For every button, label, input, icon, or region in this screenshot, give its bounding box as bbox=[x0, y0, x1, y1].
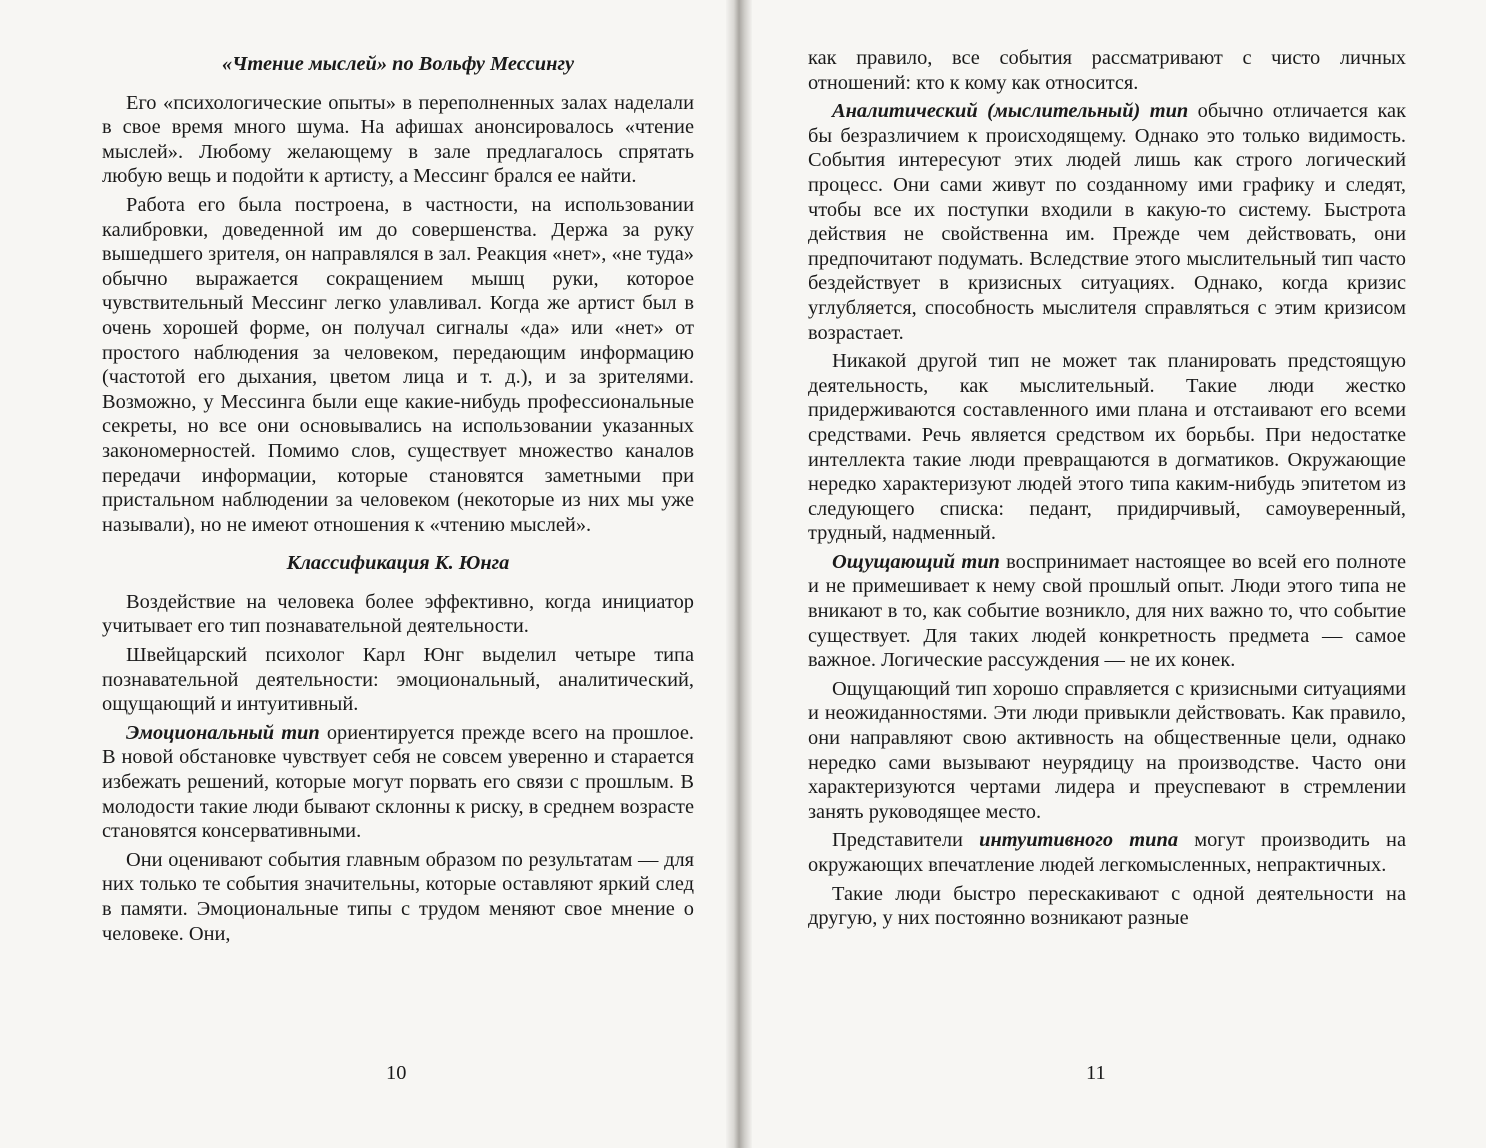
term-sensing-type: Ощущающий тип bbox=[832, 550, 1000, 573]
paragraph-text: ориентируется прежде всего на прошлое. В новой обстановке чувствует себя не совсем уверенно и старается избежать решений, которые могут порвать его связи с прошлым. В молодости такие люди бывают склонны к риску, в среднем возрасте становятся консервативными. bbox=[102, 721, 694, 843]
paragraph: Ощущающий тип хорошо справляется с кризисными ситуациями и неожиданностями. Эти люди привыкли действовать. Как правило, они направляют свою активность на общественные цели, однако нередко сами вызывают неурядицу на производстве. Часто они характеризуются чертами лидера и преуспевают в стремлении занять руководящее место. bbox=[808, 677, 1406, 823]
paragraph bbox=[808, 550, 1406, 673]
paragraph-continuation: как правило, все события рассматривают с чисто личных отношений: кто к кому как относится. bbox=[808, 47, 1406, 94]
page-number: 11 bbox=[1086, 1062, 1106, 1084]
paragraph: Работа его была построена, в частности, на использовании калибровки, доведенной им до совершенства. Держа за руку вышедшего зрителя, он направлялся в зал. Реакция «нет», «не туда» обычно выражается сокращением мышц руки, которое чувствительный Мессинг легко улавливал. Когда же артист был в очень хорошей форме, он получал сигналы «да» или «нет» от простого наблюдения за человеком, передающим информацию (частотой его дыхания, цветом лица и т. д.), и за зрителями. Возможно, у Мессинга были еще какие-нибудь профессиональные секреты, но все они основывались на использовании указанных закономерностей. Помимо слов, существует множество каналов передачи информации, которые становятся заметными при пристальном наблюдении за человеком (некоторые из них мы уже называли), но не имеют отношения к «чтению мыслей». bbox=[102, 193, 694, 536]
left-page bbox=[0, 0, 736, 1148]
book-gutter bbox=[726, 0, 752, 1148]
paragraph-text: могут производить на окружающих впечатление людей легкомысленных, непрактичных. bbox=[808, 829, 1406, 876]
paragraph-text: Представители bbox=[832, 829, 980, 852]
paragraph-text: воспринимает настоящее во всей его полноте и не примешивает к нему свой прошлый опыт. Люди этого типа не вникают в то, как событие возникло, для них важно то, что событие существует. Для таких людей конкретность предмета — самое важное. Логические рассуждения — не их конек. bbox=[808, 550, 1406, 672]
paragraph-text: обычно отличается как бы безразличием к происходящему. Однако это только видимость. События интересуют этих людей лишь как строго логический процесс. Они сами живут по созданному ими графику и следят, чтобы все их поступки входили в какую-то систему. Быстрота действия не свойственна им. Прежде чем действовать, они предпочитают подумать. Вследствие этого мыслительный тип часто бездействует в кризисных ситуациях. Однако, когда кризис углубляется, способность мыслителя справляться с этим кризисом возрастает. bbox=[808, 100, 1407, 344]
paragraph: Они оценивают события главным образом по результатам — для них только те события значительны, которые оставляют яркий след в памяти. Эмоциональные типы с трудом меняют свое мнение о человеке. Они, bbox=[102, 848, 694, 945]
section-heading-messing: «Чтение мыслей» по Вольфу Мессингу bbox=[221, 53, 575, 75]
term-emotional-type: Эмоциональный тип bbox=[126, 721, 320, 744]
paragraph bbox=[102, 721, 694, 844]
term-intuitive-type: интуитивного типа bbox=[979, 829, 1179, 852]
paragraph: Такие люди быстро перескакивают с одной деятельности на другую, у них постоянно возникают разные bbox=[808, 882, 1406, 930]
right-page bbox=[736, 0, 1486, 1148]
paragraph bbox=[808, 828, 1406, 877]
term-analytical-type: Аналитический (мыслительный) тип bbox=[832, 100, 1189, 123]
paragraph: Его «психологические опыты» в переполненных залах наделали в свое время много шума. На афишах анонсировалось «чтение мыслей». Любому желающему в зале предлагалось спрятать любую вещь и подойти к артисту, а Мессинг брался ее найти. bbox=[102, 91, 694, 188]
section-heading-jung: Классификация К. Юнга bbox=[286, 552, 510, 575]
paragraph: Швейцарский психолог Карл Юнг выделил четыре типа познавательной деятельности: эмоциональный, аналитический, ощущающий и интуитивный. bbox=[102, 644, 694, 716]
paragraph bbox=[808, 99, 1406, 345]
paragraph: Воздействие на человека более эффективно, когда инициатор учитывает его тип познавательной деятельности. bbox=[102, 590, 694, 638]
page-number: 10 bbox=[386, 1062, 407, 1084]
right-text-column bbox=[808, 46, 1406, 935]
left-text-column bbox=[102, 52, 694, 950]
paragraph: Никакой другой тип не может так планировать предстоящую деятельность, как мыслительный. Такие люди жестко придерживаются составленного ими плана и отстаивают его всеми средствами. Речь является средством их борьбы. При недостатке интеллекта такие люди превращаются в догматиков. Окружающие нередко характеризуют людей этого типа каким-нибудь эпитетом из следующего списка: педант, придирчивый, самоуверенный, трудный, надменный. bbox=[808, 350, 1406, 545]
